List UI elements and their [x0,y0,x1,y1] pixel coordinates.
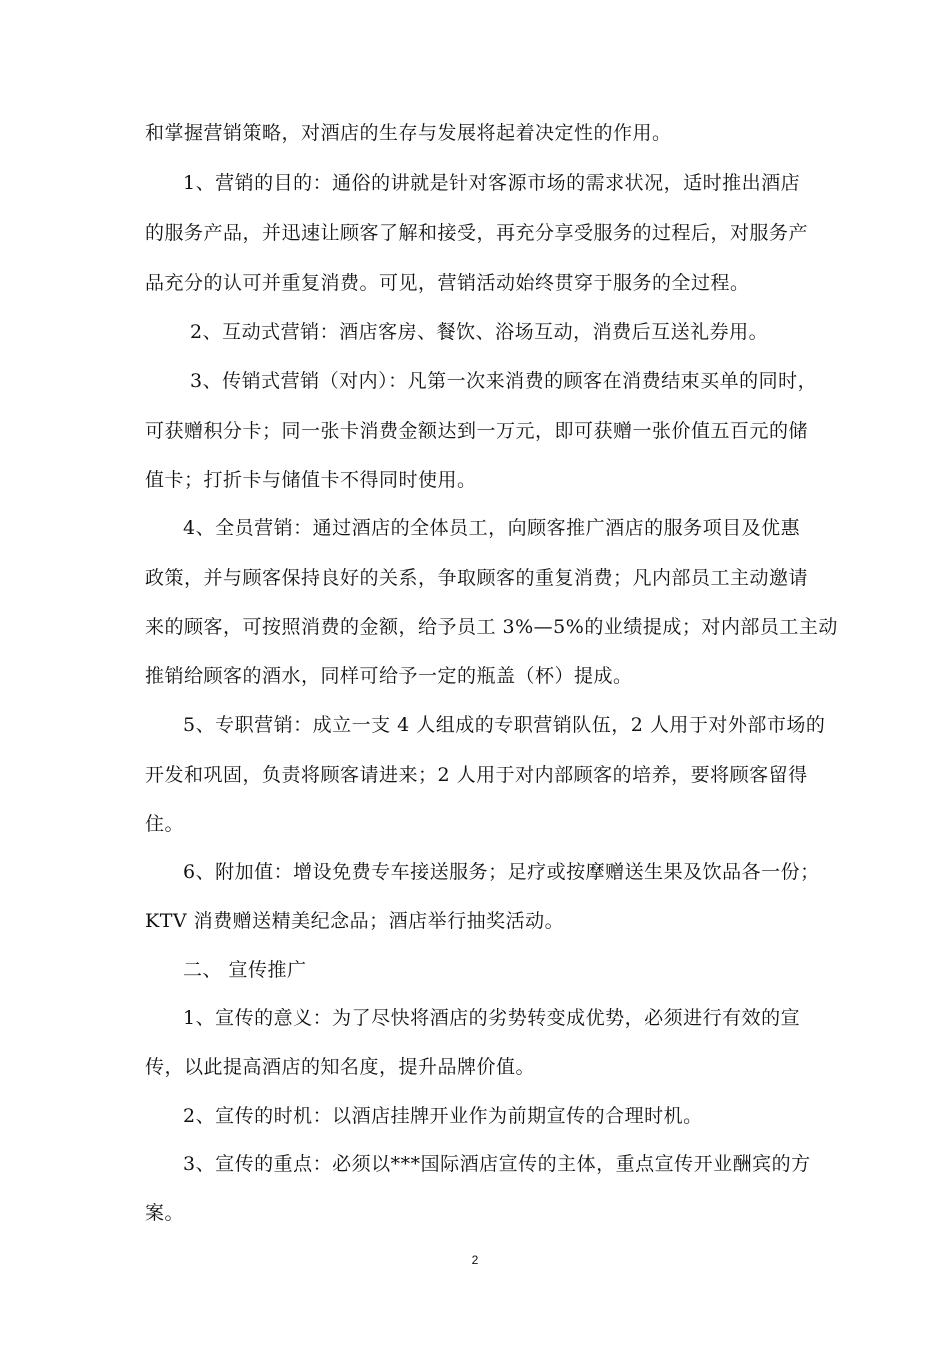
text-line: 的服务产品，并迅速让顾客了解和接受，再充分享受服务的过程后，对服务产 [145,222,809,244]
text-line: 传，以此提高酒店的知名度，提升品牌价值。 [145,1056,536,1078]
text-line: 住。 [145,813,185,835]
text-line: 和掌握营销策略，对酒店的生存与发展将起着决定性的作用。 [145,122,672,144]
text-line: 4、全员营销：通过酒店的全体员工，向顾客推广酒店的服务项目及优惠 [183,517,801,539]
text-line: 可获赠积分卡；同一张卡消费金额达到一万元，即可获赠一张价值五百元的储 [145,420,809,442]
page-number: 2 [471,1253,479,1267]
text-line: 1、营销的目的：通俗的讲就是针对客源市场的需求状况，适时推出酒店 [183,172,801,194]
text-line: 品充分的认可并重复消费。可见，营销活动始终贯穿于服务的全过程。 [145,272,750,294]
text-line: 5、专职营销：成立一支 4 人组成的专职营销队伍，2 人用于对外部市场的 [183,714,826,736]
text-line: 推销给顾客的酒水，同样可给予一定的瓶盖（杯）提成。 [145,665,633,687]
text-line: 开发和巩固，负责将顾客请进来；2 人用于对内部顾客的培养，要将顾客留得 [145,764,808,786]
text-line: 政策，并与顾客保持良好的关系，争取顾客的重复消费；凡内部员工主动邀请 [145,567,809,589]
text-line: 6、附加值：增设免费专车接送服务；足疗或按摩赠送生果及饮品各一份； [183,861,820,883]
text-line: 值卡；打折卡与储值卡不得同时使用。 [145,469,477,491]
text-line: KTV 消费赠送精美纪念品；酒店举行抽奖活动。 [145,910,565,932]
text-line: 来的顾客，可按照消费的金额，给予员工 3%—5%的业绩提成；对内部员工主动 [145,616,838,638]
section-heading: 二、 宣传推广 [183,959,307,981]
text-line: 3、宣传的重点：必须以***国际酒店宣传的主体，重点宣传开业酬宾的方 [183,1153,811,1175]
text-line: 3、传销式营销（对内）：凡第一次来消费的顾客在消费结束买单的同时， [190,370,818,392]
text-line: 案。 [145,1202,185,1224]
text-line: 1、宣传的意义：为了尽快将酒店的劣势转变成优势，必须进行有效的宣 [183,1007,801,1029]
text-line: 2、宣传的时机：以酒店挂牌开业作为前期宣传的合理时机。 [183,1105,703,1127]
text-line: 2、互动式营销：酒店客房、餐饮、浴场互动，消费后互送礼券用。 [190,321,769,343]
